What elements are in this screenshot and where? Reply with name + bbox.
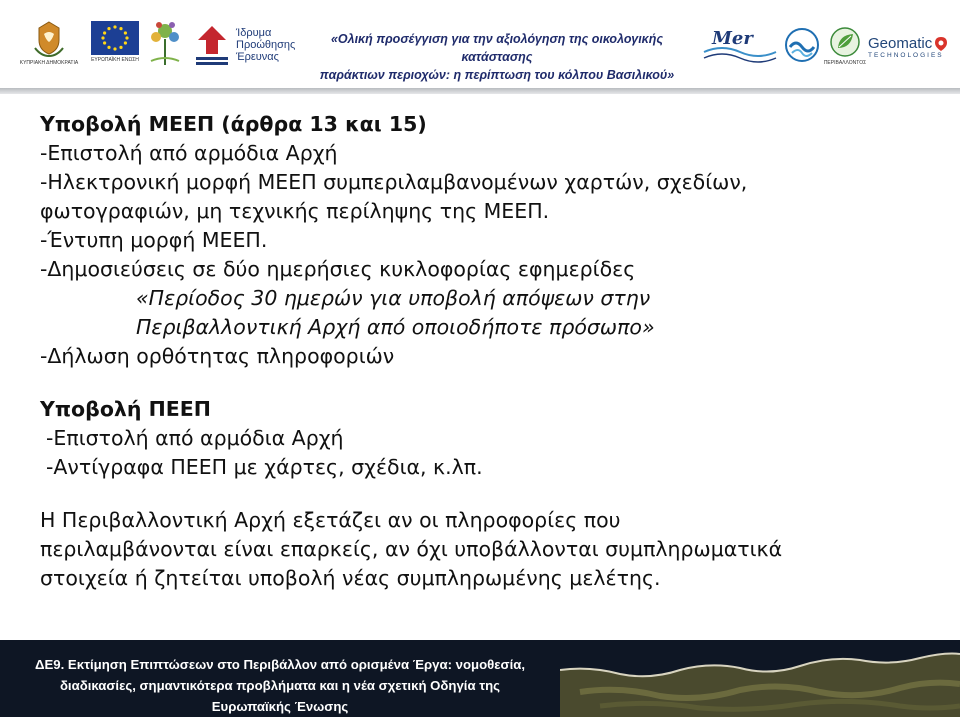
- rpf-arrow-icon: [192, 24, 232, 66]
- eu-flag-icon: [91, 21, 139, 55]
- leaf-icon: [829, 26, 861, 58]
- geomatic-logo: [868, 26, 952, 68]
- project-title: [302, 30, 692, 84]
- rpf-line-3: Έρευνας: [236, 51, 279, 63]
- meep-item: -Δημοσιεύσεις σε δύο ημερήσιες κυκλοφορίας εφημερίδες: [40, 257, 636, 281]
- header-bar: [0, 0, 960, 88]
- closing-paragraph: [40, 506, 930, 593]
- wave-circle-icon: [784, 27, 820, 63]
- geomatic-caption: TECHNOLOGIES: [868, 52, 944, 59]
- project-title-line-1: «Ολική προσέγγιση για την αξιολόγηση της οικολογικής κατάστασης: [330, 32, 664, 64]
- closing-line: περιλαμβάνονται είναι επαρκείς, αν όχι υποβάλλονται συμπληρωματικά: [40, 537, 783, 561]
- geomatic-pin-icon: [934, 36, 948, 52]
- closing-line: στοιχεία ή ζητείται υποβολή νέας συμπληρωμένης μελέτης.: [40, 566, 661, 590]
- geomatic-title: Geomatic: [868, 35, 933, 52]
- meep-italic-note: Περιβαλλοντική Αρχή από οποιοδήποτε πρόσωπο»: [136, 315, 655, 339]
- slide-content: [40, 110, 930, 593]
- peep-heading: Υποβολή ΠΕΕΠ: [40, 397, 211, 421]
- rpf-logo: [192, 22, 302, 68]
- meep-item: -Δήλωση ορθότητας πληροφοριών: [40, 344, 395, 368]
- meep-item: -Ηλεκτρονική μορφή ΜΕΕΠ συμπεριλαμβανομένων χαρτών, σχεδίων,: [40, 170, 748, 194]
- cyprus-logo-caption: ΚΥΠΡΙΑΚΗ ΔΗΜΟΚΡΑΤΙΑ: [19, 60, 79, 66]
- footer-line-2: διαδικασίες, σημαντικότερα προβλήματα και η νέα σχετική Οδηγία της: [59, 678, 501, 693]
- eu-logo: [88, 16, 142, 68]
- meep-heading: Υποβολή ΜΕΕΠ (άρθρα 13 και 15): [40, 112, 427, 136]
- meep-item: -Επιστολή από αρμόδια Αρχή: [40, 141, 338, 165]
- header-divider: [0, 88, 960, 94]
- footer-line-1: ΔΕ9. Εκτίμηση Επιπτώσεων στο Περιβάλλον από ορισμένα Έργα: νομοθεσία,: [34, 657, 526, 672]
- svg-text:Mer: Mer: [712, 28, 753, 49]
- project-title-line-2: παράκτιων περιοχών: η περίπτωση του κόλπου Βασιλικού»: [319, 68, 675, 82]
- eu-logo-caption: ΕΥΡΩΠΑΪΚΗ ΕΝΩΣΗ: [91, 57, 139, 63]
- meep-item: φωτογραφιών, μη τεχνικής περίληψης της ΜΕΕΠ.: [40, 199, 550, 223]
- footer-line-3: Ευρωπαϊκής Ένωσης: [211, 699, 349, 714]
- meep-item: -Έντυπη μορφή ΜΕΕΠ.: [40, 228, 268, 252]
- rpf-line-1: Ίδρυμα: [236, 27, 272, 39]
- spacer: [40, 371, 930, 395]
- cyprus-emblem-icon: [32, 18, 66, 58]
- coastline-map-image: [560, 640, 960, 717]
- mer-logo: [700, 20, 780, 68]
- course-unit-title: [0, 654, 560, 717]
- peep-item: -Επιστολή από αρμόδια Αρχή: [46, 426, 344, 450]
- rpf-line-2: Προώθησης: [236, 39, 296, 51]
- tree-icon: [145, 17, 185, 67]
- footer-bar: [0, 640, 960, 717]
- closing-line: Η Περιβαλλοντική Αρχή εξετάζει αν οι πληροφορίες που: [40, 508, 621, 532]
- mer-wave-icon: [702, 22, 778, 66]
- meep-italic-note: «Περίοδος 30 ημερών για υποβολή απόψεων στην: [136, 286, 651, 310]
- environment-dept-caption: ΠΕΡΙΒΑΛΛΟΝΤΟΣ: [823, 60, 867, 66]
- cyprus-republic-logo: [14, 14, 84, 70]
- spacer: [40, 482, 930, 506]
- tree-logo: [142, 14, 188, 70]
- environment-dept-logo: [820, 22, 870, 70]
- peep-item: -Αντίγραφα ΠΕΕΠ με χάρτες, σχέδια, κ.λπ.: [46, 455, 483, 479]
- wave-circle-logo: [782, 24, 822, 66]
